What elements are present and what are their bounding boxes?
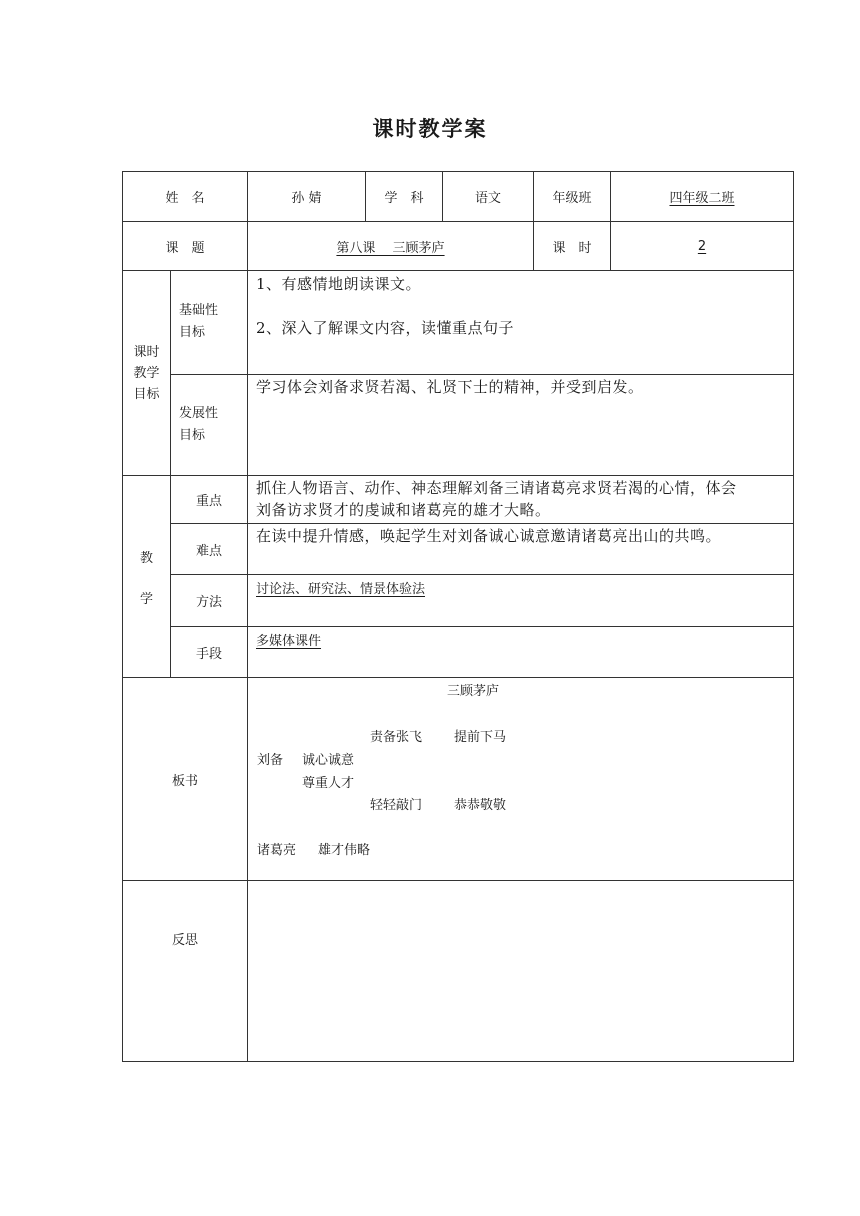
board-item: 雄才伟略 [318, 843, 371, 858]
basic-goal-text [256, 273, 791, 339]
board-title: 三顾茅庐 [447, 684, 500, 699]
topic-cell [248, 222, 533, 270]
board-item: 提前下马 [454, 730, 507, 745]
difficulty-label: 难点 [195, 543, 222, 559]
goals-section-label-line: 课时 [133, 344, 160, 360]
basic-goal-label-line: 目标 [179, 325, 206, 340]
key-point-line: 刘备访求贤才的虔诚和诸葛亮的雄才大略。 [256, 501, 551, 519]
means-cell [256, 630, 792, 649]
teaching-section-label-char: 教 [139, 550, 153, 566]
method-cell [256, 578, 792, 597]
board-item: 责备张飞 [370, 730, 423, 745]
board-item: 诚心诚意 [302, 753, 355, 768]
name-label: 姓 名 [165, 191, 205, 206]
board-item: 尊重人才 [302, 776, 355, 791]
means-label: 手段 [195, 646, 222, 662]
basic-goal-item: 2、深入了解课文内容，读懂重点句子 [256, 319, 515, 337]
board-item: 刘备 [257, 753, 284, 768]
teaching-section-label [123, 476, 170, 677]
grade-label: 年级班 [552, 191, 592, 206]
key-point-text [256, 477, 792, 521]
dev-goal-label-line: 目标 [179, 428, 206, 443]
key-point-line: 抓住人物语言、动作、神态理解刘备三请诸葛亮求贤若渴的心情，体会 [256, 479, 737, 497]
difficulty-text: 在读中提升情感，唤起学生对刘备诚心诚意邀请诸葛亮出山的共鸣。 [256, 527, 722, 545]
teaching-section-label-char: 学 [139, 591, 153, 607]
method-label: 方法 [195, 595, 222, 610]
goals-section-label [123, 271, 170, 475]
reflection-label: 反思 [171, 933, 198, 948]
grade-value: 四年级二班 [669, 191, 735, 206]
board-item: 恭恭敬敬 [454, 798, 507, 813]
topic-value: 第八课 三顾茅庐 [336, 240, 445, 256]
goals-section-label-line: 教学 [133, 365, 160, 381]
goals-section-label-line: 目标 [133, 386, 160, 402]
dev-goal-text: 学习体会刘备求贤若渴、礼贤下士的精神，并受到启发。 [256, 378, 644, 396]
means-text: 多媒体课件 [256, 634, 322, 649]
name-value: 孙 婧 [291, 191, 322, 206]
topic-label: 课 题 [165, 240, 205, 256]
basic-goal-item: 1、有感情地朗读课文。 [256, 275, 422, 293]
board-item: 诸葛亮 [257, 843, 297, 858]
period-value: 2 [697, 238, 707, 254]
method-text: 讨论法、研究法、情景体验法 [256, 582, 426, 597]
subject-value: 语文 [474, 191, 501, 206]
dev-goal-label-line: 发展性 [179, 406, 219, 421]
key-point-label: 重点 [195, 494, 222, 509]
page-title: 课时教学案 [372, 117, 488, 141]
basic-goal-label-line: 基础性 [179, 303, 219, 318]
board-label: 板书 [171, 773, 198, 789]
period-cell [611, 222, 793, 270]
grade-cell [611, 172, 793, 221]
board-item: 轻轻敲门 [370, 798, 423, 813]
period-label: 课 时 [552, 240, 592, 256]
basic-goal-label [179, 300, 245, 344]
dev-goal-label [179, 403, 245, 447]
subject-label: 学 科 [384, 191, 424, 206]
